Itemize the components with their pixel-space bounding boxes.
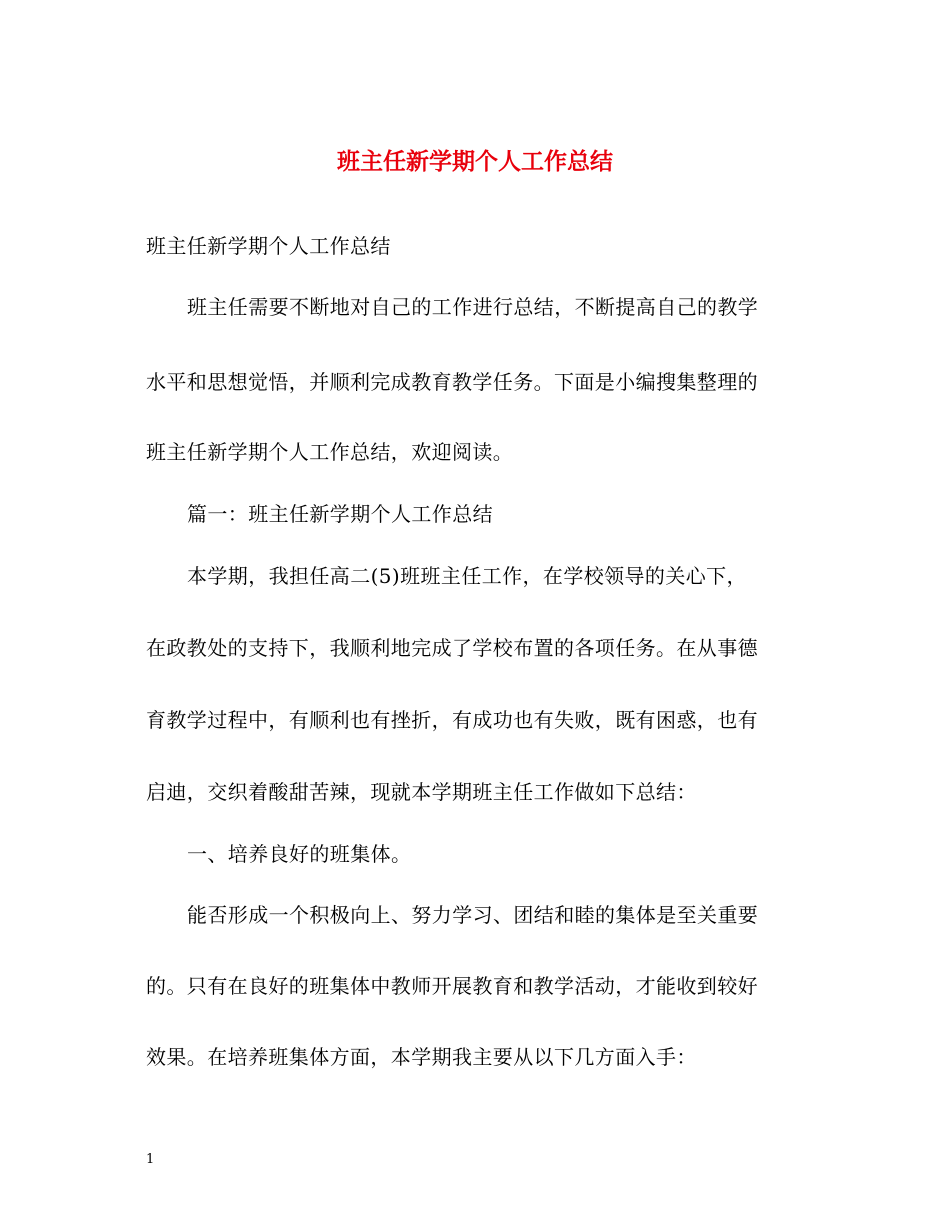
body-line: 在政教处的支持下，我顺利地完成了学校布置的各项任务。在从事德 bbox=[146, 636, 758, 660]
body-line: 的。只有在良好的班集体中教师开展教育和教学活动，才能收到较好 bbox=[146, 974, 758, 998]
body-line: 班主任新学期个人工作总结 bbox=[146, 234, 391, 258]
page-title: 班主任新学期个人工作总结 bbox=[337, 148, 613, 175]
section-heading: 篇一：班主任新学期个人工作总结 bbox=[187, 502, 493, 526]
body-line: 能否形成一个积极向上、努力学习、团结和睦的集体是至关重要 bbox=[187, 903, 759, 927]
body-line: 育教学过程中，有顺利也有挫折，有成功也有失败，既有困惑，也有 bbox=[146, 708, 758, 732]
body-line: 效果。在培养班集体方面，本学期我主要从以下几方面入手： bbox=[146, 1045, 697, 1069]
body-line: 水平和思想觉悟，并顺利完成教育教学任务。下面是小编搜集整理的 bbox=[146, 370, 758, 394]
body-line: 班主任需要不断地对自己的工作进行总结，不断提高自己的教学 bbox=[187, 295, 759, 319]
body-line: 启迪，交织着酸甜苦辣，现就本学期班主任工作做如下总结： bbox=[146, 780, 697, 804]
body-line: 本学期，我担任高二(5)班班主任工作，在学校领导的关心下， bbox=[187, 564, 747, 588]
subsection-heading: 一、培养良好的班集体。 bbox=[187, 842, 412, 866]
body-line: 班主任新学期个人工作总结，欢迎阅读。 bbox=[146, 440, 514, 464]
page-number: 1 bbox=[146, 1152, 155, 1167]
